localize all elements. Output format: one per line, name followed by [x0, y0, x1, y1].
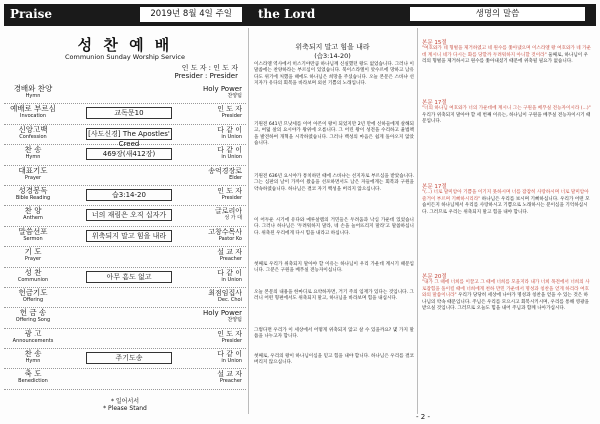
- order-item-leader-en: Pastor Ko: [218, 235, 242, 242]
- service-subtitle: Communion Sunday Worship Service: [65, 53, 185, 61]
- order-row: [4, 308, 246, 328]
- order-item-leader-ko: 설 교 자: [217, 370, 242, 379]
- order-item-leader-ko: 다 같 이: [217, 268, 242, 277]
- order-item-name-en: Bible Reading: [15, 194, 51, 201]
- presider-en: Presider : Presider: [174, 72, 238, 80]
- order-item-name-ko: 신앙고백: [18, 124, 48, 134]
- order-item-name-en: Offering Song: [15, 317, 51, 324]
- order-item-name-ko: 광 고: [24, 328, 42, 338]
- order-row: [4, 145, 246, 165]
- order-item-leader: [184, 167, 242, 181]
- order-item-name-ko: 찬 송: [24, 145, 42, 155]
- order-item-leader-en: Presider: [221, 194, 242, 201]
- order-item-leader-en: Elder: [229, 174, 242, 181]
- order-item-detail: 교독문10: [86, 107, 172, 119]
- order-item-name-ko: 대표기도: [18, 165, 48, 175]
- order-item-detail: 주기도송: [86, 352, 172, 364]
- order-item-name: [6, 126, 60, 140]
- order-item-leader: [184, 309, 242, 323]
- order-row: [4, 288, 246, 308]
- order-item-leader: [184, 350, 242, 364]
- presider-line: [174, 64, 238, 80]
- verse-reference: 본문 17절: [422, 184, 447, 190]
- order-item-name-ko: 헌금기도: [18, 287, 48, 297]
- order-item-name-ko: 성 찬: [24, 267, 42, 277]
- order-item-detail: 위축되지 말고 힘을 내라: [86, 230, 172, 242]
- order-item-leader-ko: 최점임집사: [208, 288, 242, 297]
- order-item-name: [6, 330, 60, 344]
- order-item-name: [6, 228, 60, 242]
- order-item-name-en: Sermon: [23, 235, 43, 242]
- order-row: [4, 124, 246, 148]
- order-item-leader-en: Presider: [221, 113, 242, 120]
- order-item-name-en: Confession: [19, 133, 47, 140]
- order-item-leader: [184, 269, 242, 283]
- stand-note-ko: * 일어서서: [110, 398, 140, 405]
- lord-tag: the Lord: [258, 7, 316, 21]
- order-item-name: [6, 370, 60, 384]
- order-item-leader-ko: 다 같 이: [217, 146, 242, 155]
- order-item-leader: [184, 187, 242, 201]
- order-item-name: [6, 289, 60, 303]
- order-row: [4, 206, 246, 226]
- order-item-name-en: Prayer: [24, 256, 42, 263]
- order-row: [4, 84, 246, 104]
- order-item-leader: [184, 207, 242, 221]
- order-item-name: [6, 146, 60, 160]
- order-row: [4, 166, 246, 186]
- order-item-leader: [184, 289, 242, 303]
- order-item-detail: [사도신경] The Apostles' Creed: [86, 128, 172, 140]
- order-item-name-en: Announcements: [12, 337, 54, 344]
- order-item-detail: 습3:14-20: [86, 189, 172, 201]
- sermon-paragraph: 첫째로 우리가 위축되지 말아야 할 이유는 하나님이 우리 가운데 계시기 때문입니다. 그분은 구원을 베푸실 전능자이십니다.: [254, 262, 414, 274]
- order-item-leader-ko: Holy Power: [202, 309, 242, 318]
- lord-header: [250, 4, 596, 26]
- order-item-name-en: Benediction: [18, 378, 48, 385]
- order-item-leader-en: 찬양팀: [227, 93, 242, 99]
- sermon-paragraph: 이스라엘 역사에서 히스기야만큼 하나님께 신실했던 왕도 없었습니다. 그러나 이 말씀에는 찬양하라는 부르심이 있었습니다. 북이스라엘이 앗수르에 망하고 남유다도 위기에 처했을 때에도 하나님은 희망을 주셨습니다. 오늘 본문은 스바냐 선지자가 유다의 회복을 바라보며 외친 기쁨의 노래입니다.: [254, 62, 414, 87]
- order-item-leader-en: Dec. Choi: [218, 296, 242, 303]
- verse-quote: "너의 하나님 여호와가 너의 가운데에 계시니 그는 구원을 베푸실 전능자이시라 (...)": [422, 106, 591, 112]
- order-item-name: [6, 309, 60, 323]
- order-item-leader-en: in Union: [221, 133, 242, 140]
- order-item-name-en: Prayer: [24, 174, 42, 181]
- verse-column: [420, 28, 596, 420]
- order-item-name-ko: 성경봉독: [18, 185, 48, 195]
- order-item-name-en: Hymn: [25, 154, 41, 161]
- order-item-detail: 아무 흠도 없고: [86, 271, 172, 283]
- praise-tag: Praise: [10, 7, 53, 21]
- verse-reference: 본문 17절: [422, 100, 447, 106]
- service-title: 성 찬 예 배: [77, 36, 173, 54]
- sermon-title: 위축되지 말고 힘을 내라: [295, 43, 370, 51]
- order-row: [4, 268, 246, 288]
- stand-note: [4, 398, 246, 412]
- order-item-name-ko: 헌 금 송: [19, 308, 47, 318]
- order-item-name-ko: 기 도: [24, 247, 42, 257]
- order-item-leader-ko: 다 같 이: [217, 125, 242, 134]
- order-row: [4, 227, 246, 247]
- verse-explanation: 하나님은 우리를 보시며 기뻐하십니다. 우리가 어떤 모습이든지 하나님께서 우리를 사랑하시고 기쁨으로 노래하시는 분이심을 기억하십시다. 그러므로 우리는 위축되지 말고 힘을 내야 합니다.: [422, 196, 590, 215]
- sermon-paragraph: 기원전 636년 요시야가 통치하던 때에 스바냐는 선지자로 부르심을 받았습니다. 그는 심판의 날이 가까이 왔음을 선포하면서도 남은 자들에게는 회복과 구원을 약속하였습니다. 하나님은 결코 자기 백성을 버리지 않으십니다.: [254, 174, 414, 192]
- order-item-leader: [184, 126, 242, 140]
- order-item-leader: [184, 105, 242, 119]
- order-item-name-en: Communion: [17, 276, 49, 283]
- stand-note-en: * Please Stand: [103, 405, 147, 412]
- order-item-name: [6, 85, 60, 99]
- order-item-name: [6, 269, 60, 283]
- order-item-leader-ko: 설 교 자: [217, 248, 242, 257]
- order-item-name-en: Offering: [22, 296, 44, 303]
- order-item-detail: 469장(새412장): [86, 148, 172, 160]
- page-number: - 2 -: [416, 413, 430, 421]
- verse-explanation: 우리가 당당히 세상에 나아가 명성과 칭찬을 얻을 수 있는 것은 하나님의 약속 때문입니다. 주님은 우리를 모으시고 회복시키시며, 우리를 통해 영광을 받으실 것입니다. 그러므로 오늘도 힘을 내어 주님과 함께 나아가십시다.: [422, 293, 589, 312]
- order-item-name-ko: 예배로 부르심: [10, 104, 56, 114]
- order-item-leader-ko: 고창수목사: [208, 227, 242, 236]
- order-item-leader: [184, 248, 242, 262]
- order-item-name-en: Hymn: [25, 358, 41, 365]
- sermon-paragraph: 오늘 본문의 내용을 한마디로 요약하자면, 거기 주의 임재가 있다는 것입니다. 그러니 어떤 형편에서도 위축되지 말고, 하나님을 바라보며 힘을 내십시다.: [254, 290, 414, 302]
- order-item-name-en: Hymn: [25, 93, 41, 99]
- worship-order: [4, 28, 246, 420]
- order-item-name-ko: 경배와 찬양: [13, 84, 53, 93]
- sermon-reference: (습3:14-20): [314, 52, 351, 60]
- order-list: [4, 84, 246, 390]
- order-item-name: [6, 207, 60, 221]
- order-item-leader: [184, 228, 242, 242]
- order-row: [4, 369, 246, 389]
- sermon-paragraph: 첫째로, 우리의 왕이 하나님이심을 믿고 힘을 내야 합니다. 하나님은 우리를 결코 버리지 않으십니다.: [254, 354, 414, 366]
- order-row: [4, 349, 246, 369]
- order-item-leader: [184, 85, 242, 99]
- order-item-leader-ko: 글로리아: [214, 207, 242, 216]
- verse-explanation: 둘째로, 하나님이 우리의 형벌을 제거하시고 원수를 쫓아내셨기 때문에 위축될 필요가 없습니다.: [422, 52, 589, 65]
- order-item-leader: [184, 146, 242, 160]
- order-item-leader-en: 성 가 대: [224, 215, 242, 222]
- service-date: 2019년 8월 4일 주일: [140, 7, 242, 22]
- sermon-paragraph: 기원전 641년 므낫세를 이어 아몬이 왕이 되었지만 2년 만에 신하들에게 살해되고, 여덟 살의 요시야가 왕위에 오릅니다. 그 어린 왕이 성전을 수리하고 율법책을 발견하여 개혁을 시작하였습니다. 그러나 백성의 마음은 쉽게 돌아오지 않았습니다.: [254, 122, 414, 147]
- order-item-leader-ko: 다 같 이: [217, 350, 242, 359]
- order-item-leader-ko: 인 도 자: [217, 186, 242, 195]
- order-item-name: [6, 248, 60, 262]
- order-item-name-ko: 축 도: [24, 369, 42, 379]
- order-item-leader-ko: 인 도 자: [217, 105, 242, 114]
- order-item-name: [6, 350, 60, 364]
- order-item-leader-en: Preacher: [219, 256, 242, 263]
- order-item-leader-en: Preacher: [219, 378, 242, 385]
- verse-block: [422, 274, 592, 312]
- order-row: [4, 104, 246, 124]
- order-item-name-ko: 찬 양: [24, 206, 42, 216]
- order-item-leader: [184, 330, 242, 344]
- order-item-leader-en: in Union: [221, 276, 242, 283]
- order-item-name: [6, 187, 60, 201]
- order-item-name: [6, 167, 60, 181]
- order-item-leader-en: Presider: [221, 337, 242, 344]
- order-item-leader-ko: Holy Power: [202, 85, 242, 93]
- order-item-name-ko: 말씀선포: [18, 226, 48, 236]
- column-divider: [248, 28, 249, 414]
- order-item-leader-en: in Union: [221, 154, 242, 161]
- order-item-name: [6, 105, 60, 119]
- order-item-leader-en: in Union: [221, 358, 242, 365]
- sermon-paragraph: 이 어두운 시기에 유다와 예루살렘의 거민들은 두려움과 낙심 가운데 있었습니다. 그러나 하나님은 '두려워하지 말라, 네 손을 늘어뜨리지 말라'고 말씀하십니다. 위축된 우리에게 다시 힘을 내라고 하십니다.: [254, 218, 414, 236]
- verse-block: [422, 184, 592, 216]
- order-item-leader-en: 찬양팀: [227, 317, 242, 324]
- order-row: [4, 329, 246, 349]
- order-row: [4, 186, 246, 206]
- order-item-name-en: Anthem: [23, 215, 43, 222]
- presider-ko: 인 도 자 : 인 도 자: [181, 64, 238, 72]
- order-item-leader: [184, 370, 242, 384]
- order-item-leader-ko: 인 도 자: [217, 329, 242, 338]
- verse-reference: 본문 15절: [422, 40, 447, 46]
- verse-quote: "내가 그 때에 너희를 이끌고 그 때에 너희를 모을지라 내가 너희 목전에서 너희의 사로잡힘을 돌이킬 때에 너희에게 천하 만민 가운데서 명성과 칭찬을 얻게 하리라 여호와의 말씀이니라": [422, 280, 590, 299]
- verse-block: [422, 40, 592, 66]
- verse-quote: "(...) 너로 말미암아 기쁨을 이기지 못하시며 너를 잠잠히 사랑하시며 너로 말미암아 즐거이 부르며 기뻐하시리라": [422, 190, 589, 202]
- order-item-name-ko: 찬 송: [24, 349, 42, 359]
- word-of-life-title: 생명의 말씀: [410, 7, 585, 21]
- order-item-name-en: Invocation: [19, 113, 47, 120]
- order-item-leader-ko: 송억경장로: [208, 166, 242, 175]
- order-item-detail: 너의 재림은 오직 십자가: [86, 209, 172, 221]
- verse-quote: "여호와가 네 형벌을 제거하였고 네 원수를 쫓아냈으며 이스라엘 왕 여호와가 네 가운데 계시니 네가 다시는 화를 당할까 두려워하지 아니할 것이라": [422, 46, 592, 58]
- column-divider: [417, 28, 418, 414]
- sermon-column: [250, 28, 415, 420]
- verse-reference: 본문 20절: [422, 274, 447, 280]
- verse-block: [422, 100, 592, 126]
- verse-explanation: 우리가 위축되지 말아야 할 세 번째 이유는, 하나님이 구원을 베푸실 전능자이시기 때문입니다.: [422, 112, 591, 125]
- order-row: [4, 247, 246, 267]
- sermon-paragraph: 그렇다면 우리가 이 세상에서 어떻게 위축되지 않고 살 수 있을까요? 몇 가지 말씀을 나누고자 합니다.: [254, 328, 414, 340]
